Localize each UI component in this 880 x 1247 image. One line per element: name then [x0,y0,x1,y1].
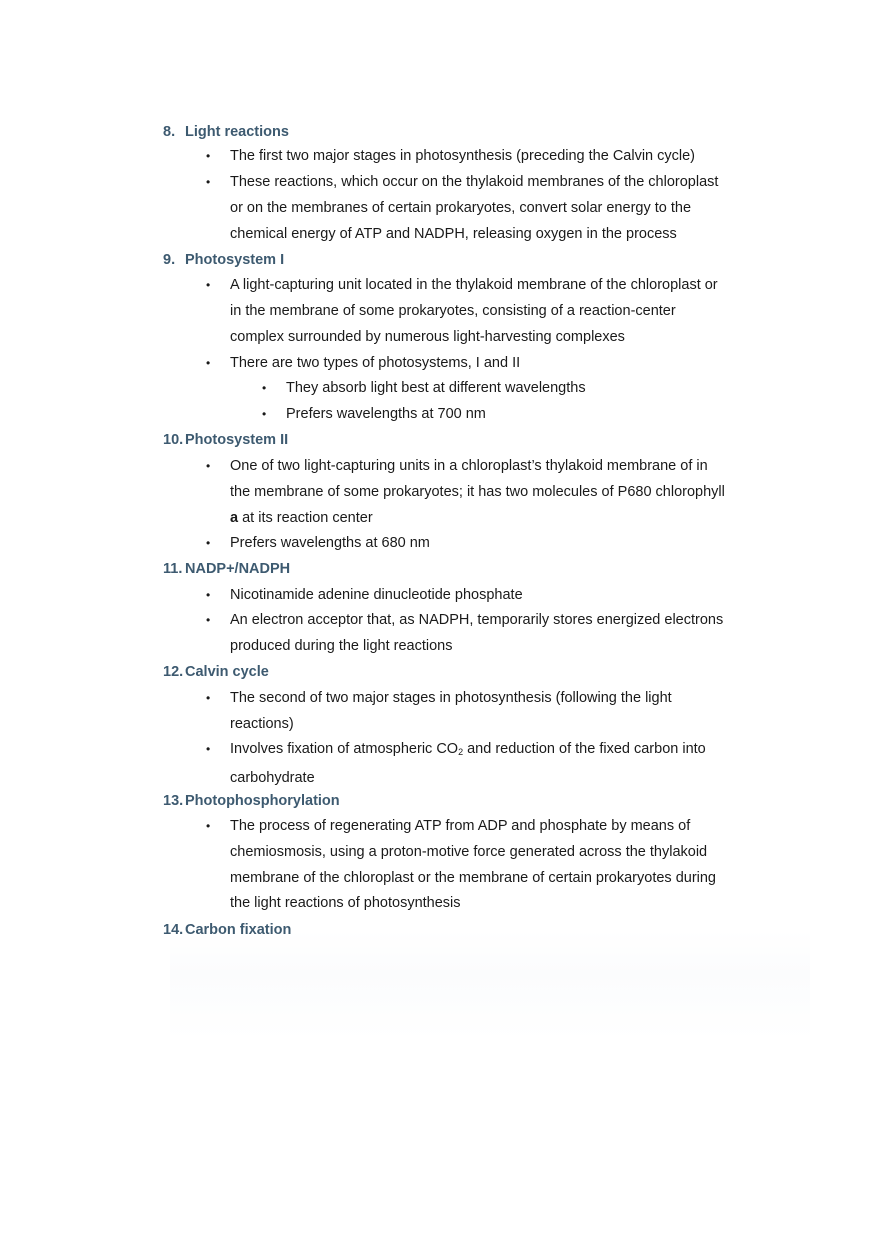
bullet-text: at its reaction center [238,509,373,526]
bullet-text: carbohydrate [230,769,315,786]
bullet-text-bold: a [230,509,239,526]
bullet-text: A light-capturing unit located in the thylakoid membrane of the chloroplast or [230,277,718,293]
bullet-item [206,144,750,170]
bullet-text: These reactions, which occur on the thylakoid membranes of the chloroplast [230,174,719,190]
section-number: 10. [163,432,184,448]
section-10-heading [163,431,288,449]
bullet-text: Prefers wavelengths at 680 nm [230,535,430,551]
bullet-item [206,737,750,792]
section-title: Calvin cycle [185,664,269,680]
bullet-item [206,531,750,557]
bullet-dot-icon: • [262,381,267,395]
section-number: 12. [163,664,184,680]
bullet-dot-icon: • [206,588,211,602]
bullet-text: The second of two major stages in photosynthesis (following the light [230,690,672,706]
bullet-text: The process of regenerating ATP from ADP and phosphate by means of [230,818,691,834]
bullet-dot-icon: • [206,459,211,473]
bullet-dot-icon: • [206,175,211,189]
bullet-dot-icon: • [206,278,211,292]
bullet-item [206,273,750,350]
bullet-text: the light reactions of photosynthesis [230,895,461,912]
section-8-heading [163,123,289,141]
bullet-text: Nicotinamide adenine dinucleotide phosphate [230,587,523,603]
bullet-text: chemical energy of ATP and NADPH, releasing oxygen in the process [230,225,677,242]
section-number: 8. [163,124,176,140]
bullet-dot-icon: • [206,613,211,627]
section-14-heading [163,921,291,939]
section-title: Photosystem II [185,432,289,448]
bullet-text: membrane of the chloroplast or the membrane of certain prokaryotes during [230,869,716,886]
bullet-dot-icon: • [206,819,211,833]
bullet-text: An electron acceptor that, as NADPH, temporarily stores energized electrons [230,612,724,628]
section-11-heading [163,560,290,578]
bullet-item [206,608,750,660]
bullet-dot-icon: • [206,742,211,756]
bullet-item [206,351,750,377]
bullet-text: reactions) [230,715,294,732]
section-title: Photosystem I [185,252,285,268]
section-9-heading [163,251,284,269]
section-number: 11. [163,561,183,577]
section-title: Photophosphorylation [185,793,340,809]
bullet-dot-icon: • [206,356,211,370]
bullet-text: One of two light-capturing units in a chloroplast’s thylakoid membrane of in [230,458,708,474]
bullet-text: the membrane of some prokaryotes; it has two molecules of P680 chlorophyll [230,483,725,500]
section-13-heading [163,792,340,810]
bullet-item [206,170,750,247]
bullet-item [206,686,750,738]
sub-bullet-item [262,376,746,402]
bullet-text: complex surrounded by numerous light-harvesting complexes [230,328,625,345]
bullet-text: They absorb light best at different wavelengths [286,380,586,396]
bullet-text: produced during the light reactions [230,637,453,654]
bullet-text: The first two major stages in photosynthesis (preceding the Calvin cycle) [230,148,696,164]
bullet-item [206,583,750,609]
bullet-item [206,814,750,917]
bullet-dot-icon: • [206,536,211,550]
sub-bullet-item [262,402,746,428]
section-number: 13. [163,793,184,809]
section-12-heading [163,663,269,681]
section-title: Carbon fixation [185,922,292,938]
bullet-text: or on the membranes of certain prokaryotes, convert solar energy to the [230,199,692,216]
section-number: 9. [163,252,176,268]
subscript: 2 [458,747,464,757]
bullet-text: There are two types of photosystems, I and II [230,355,521,371]
bullet-text: chemiosmosis, using a proton-motive force generated across the thylakoid [230,843,708,860]
bullet-text: Prefers wavelengths at 700 nm [286,406,486,422]
section-title: Light reactions [185,124,289,140]
bullet-text: and reduction of the fixed carbon into [463,741,706,757]
bullet-item [206,454,750,531]
bullet-text: in the membrane of some prokaryotes, consisting of a reaction-center [230,302,676,319]
bullet-text: Involves fixation of atmospheric CO [230,741,459,757]
bullet-dot-icon: • [206,149,211,163]
background-shade [170,930,810,1040]
section-number: 14. [163,922,184,938]
bullet-dot-icon: • [206,691,211,705]
section-title: NADP+/NADPH [185,561,291,577]
bullet-dot-icon: • [262,407,267,421]
